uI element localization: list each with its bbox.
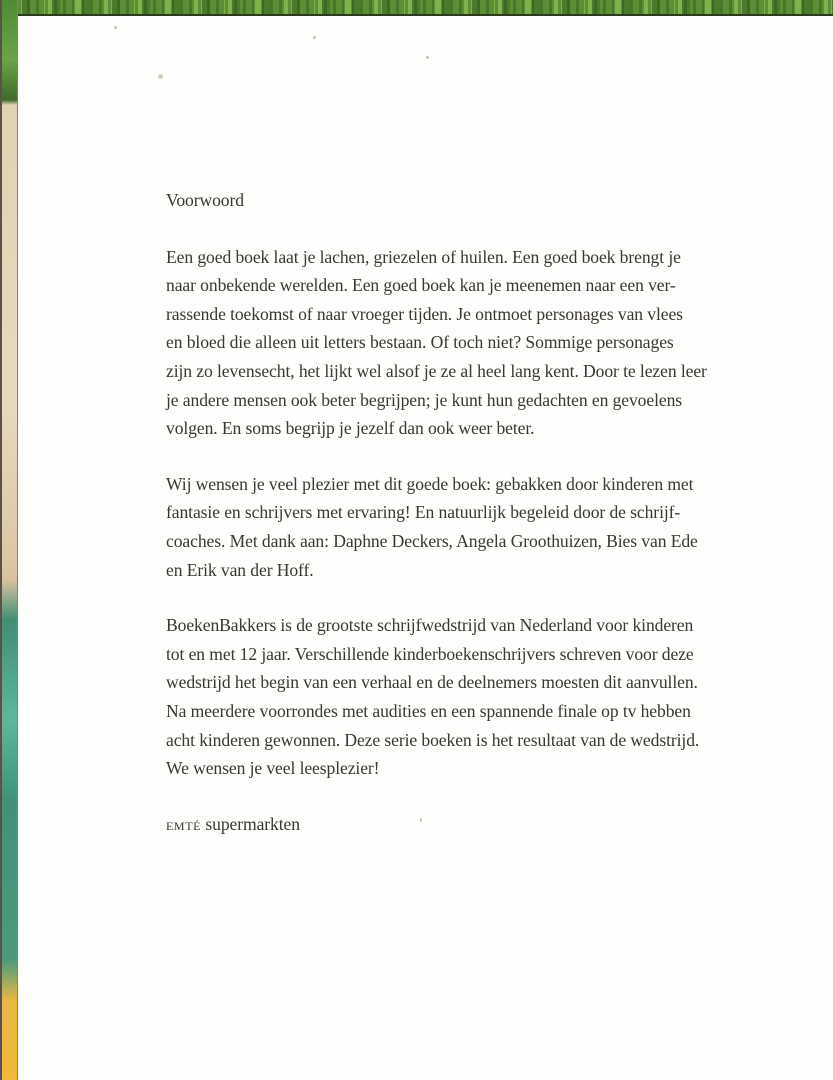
paper-speck [114, 26, 117, 29]
paragraph-1 [166, 243, 786, 443]
paper-speck [426, 56, 429, 59]
signature [166, 810, 786, 840]
text-line: coaches. Met dank aan: Daphne Deckers, Angela Groothuizen, Bies van Ede [166, 530, 698, 551]
text-line: volgen. En soms begrijp je jezelf dan ook weer beter. [166, 418, 535, 439]
paper-speck [313, 36, 316, 39]
text-line: wedstrijd het begin van een verhaal en de deelnemers moesten dit aanvullen. [166, 672, 698, 693]
text-line: en bloed die alleen uit letters bestaan. Of toch niet? Sommige personages [166, 332, 674, 353]
text-line: tot en met 12 jaar. Verschillende kinderboekenschrijvers schreven voor deze [166, 643, 694, 664]
foreword-text [166, 186, 786, 839]
text-line: zijn zo levensecht, het lijkt wel alsof je ze al heel lang kent. Door te lezen leer [166, 360, 707, 381]
text-line: naar onbekende werelden. Een goed boek kan je meenemen naar een ver- [166, 275, 676, 296]
paragraph-3 [166, 611, 786, 783]
text-line: Na meerdere voorrondes met audities en een spannende finale op tv hebben [166, 700, 691, 721]
text-line: BoekenBakkers is de grootste schrijfwedstrijd van Nederland voor kinderen [166, 615, 694, 636]
text-line: Een goed boek laat je lachen, griezelen of huilen. Een goed boek brengt je [166, 246, 681, 267]
text-line: je andere mensen ook beter begrijpen; je kunt hun gedachten en gevoelens [166, 389, 683, 410]
text-line: rassende toekomst of naar vroeger tijden. Je ontmoet personages van vlees [166, 303, 683, 324]
book-spine-edge [0, 0, 18, 1080]
signature-brand: emté [166, 814, 202, 834]
signature-text: supermarkten [205, 813, 300, 834]
text-line: We wensen je veel leesplezier! [166, 758, 380, 779]
text-line: acht kinderen gewonnen. Deze serie boeken is het resultaat van de wedstrijd. [166, 729, 700, 750]
text-line: en Erik van der Hoff. [166, 559, 314, 580]
text-line: fantasie en schrijvers met ervaring! En natuurlijk begeleid door de schrijf- [166, 502, 681, 523]
text-line: Wij wensen je veel plezier met dit goede boek: gebakken door kinderen met [166, 473, 694, 494]
decorative-top-border [0, 0, 833, 16]
paragraph-2 [166, 470, 786, 584]
page-title: Voorwoord [166, 190, 244, 210]
paper-speck [158, 74, 163, 79]
